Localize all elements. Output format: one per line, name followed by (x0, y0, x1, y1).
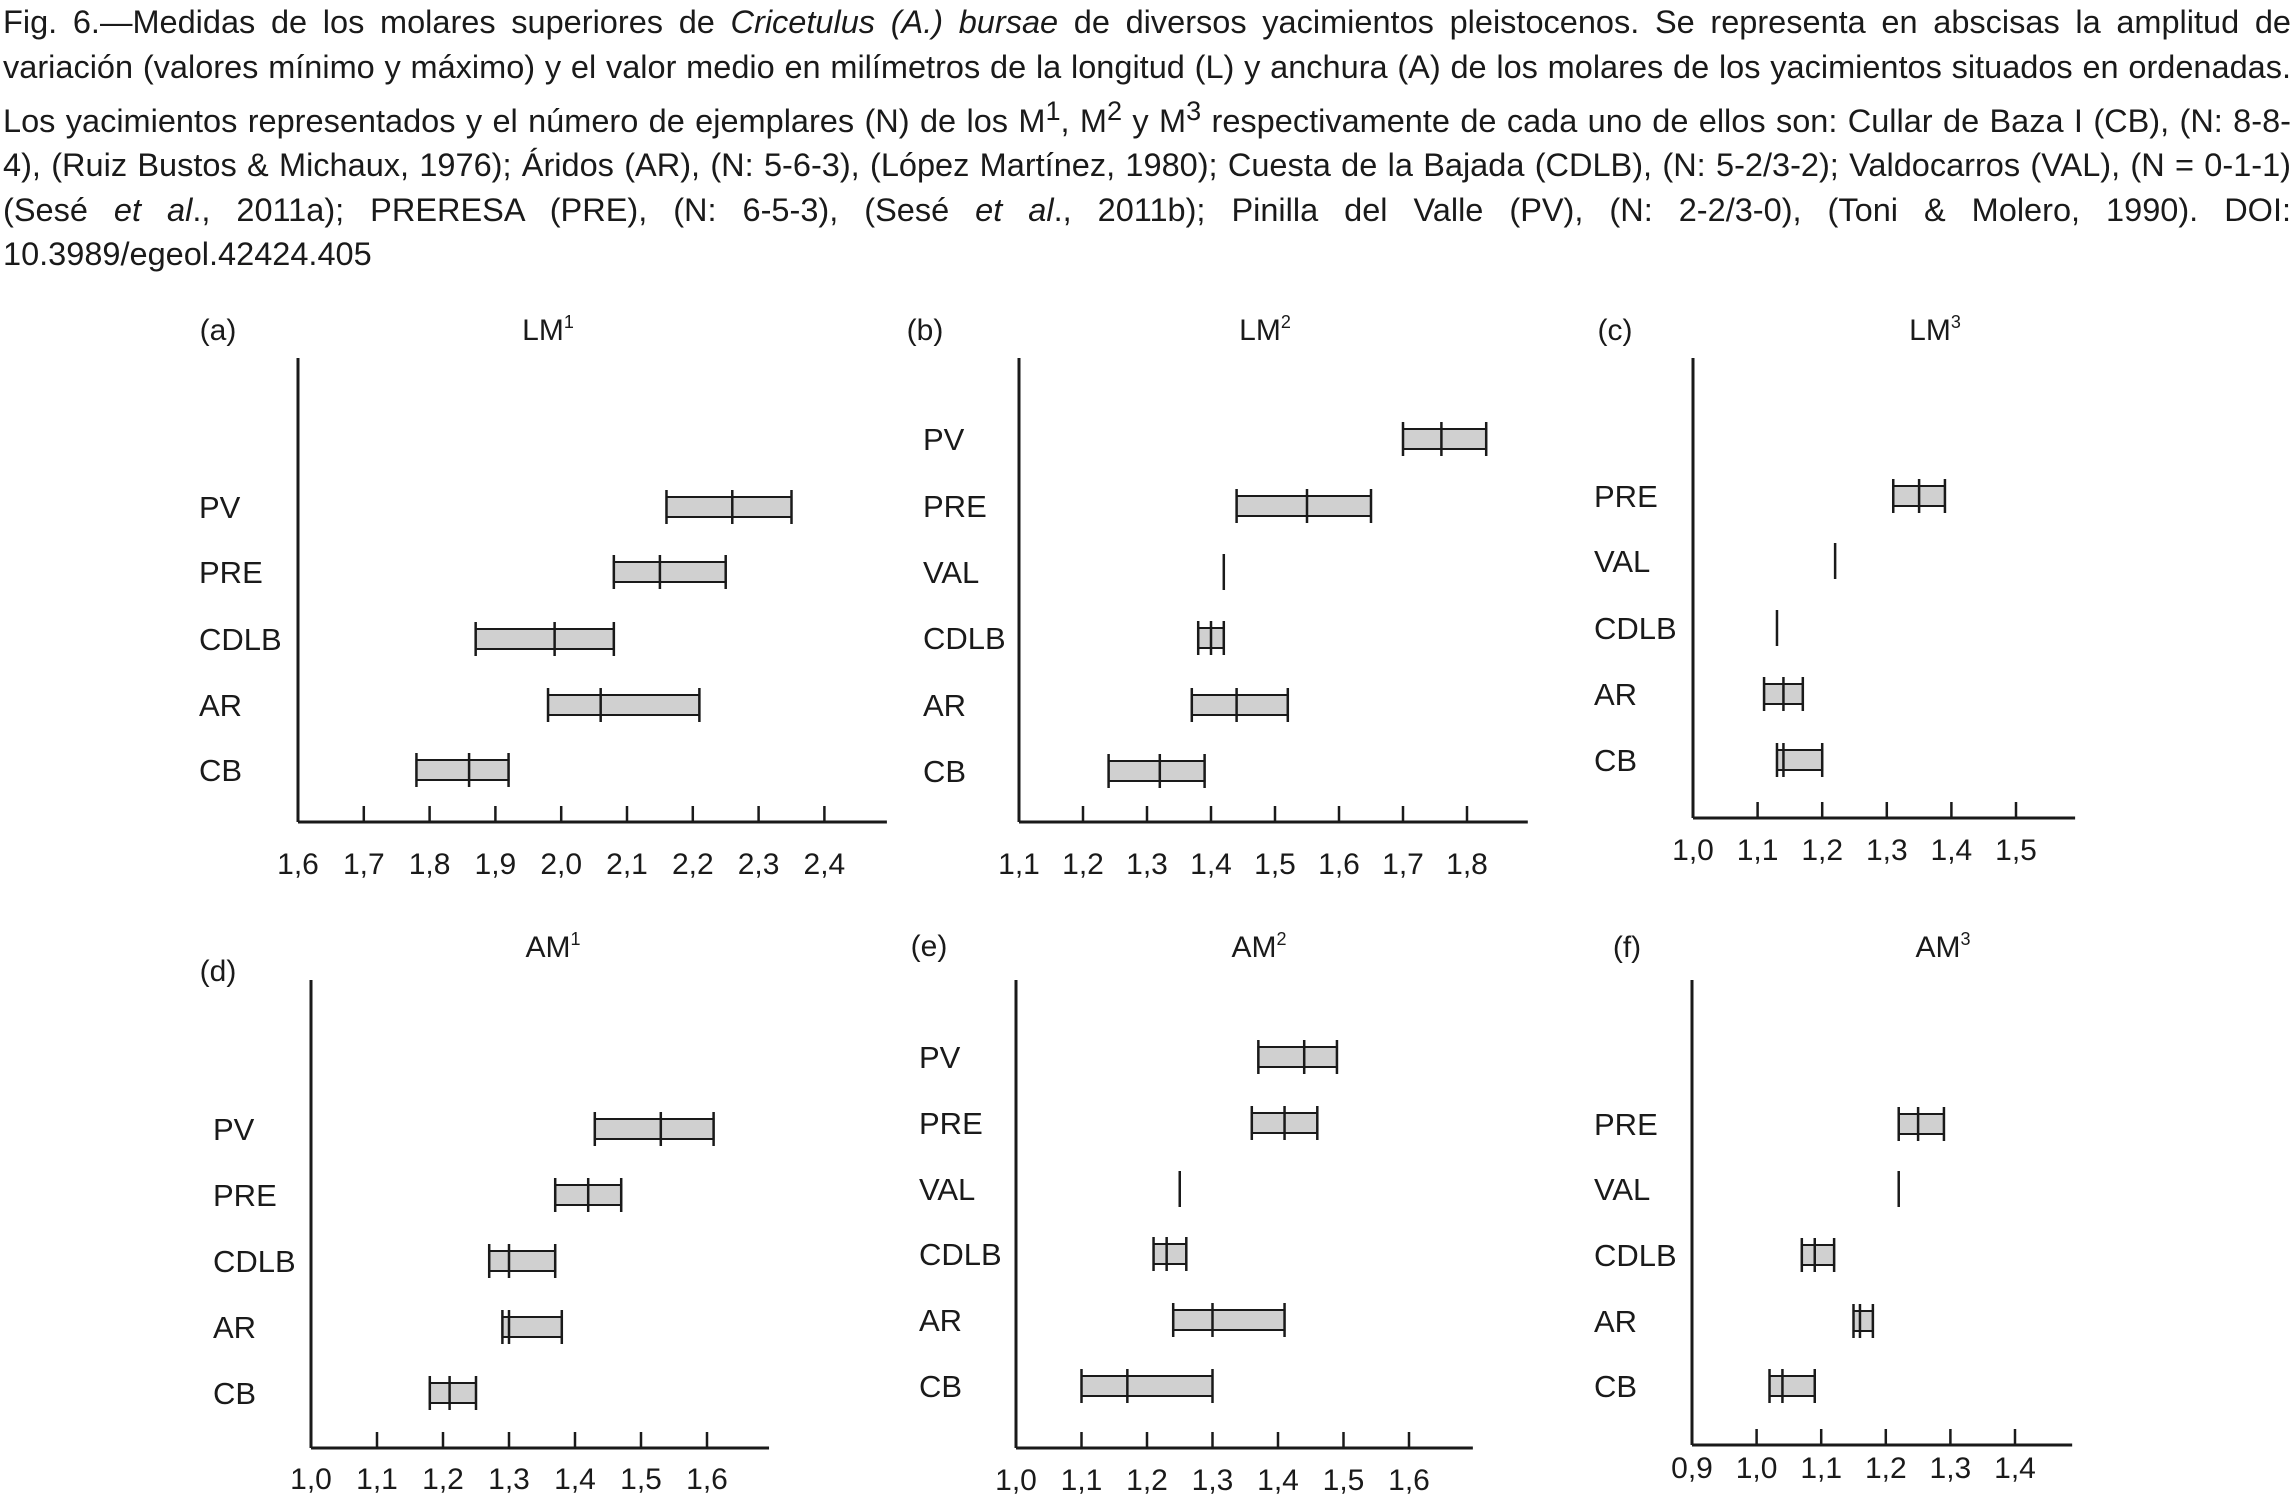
category-label: AR (1594, 677, 1638, 712)
caption-part: ., 2011a); PRERESA (PRE), (N: 6-5-3), (Sesé (192, 191, 976, 228)
panel-title-text: AM (1231, 931, 1277, 964)
x-tick-label: 1,3 (1929, 1452, 1972, 1485)
x-tick-label: 1,5 (1322, 1464, 1365, 1497)
x-tick-label: 1,7 (342, 848, 385, 881)
x-tick-label: 1,1 (356, 1463, 398, 1496)
x-tick-label: 1,1 (1800, 1452, 1843, 1485)
x-tick-label: 1,9 (474, 848, 517, 881)
caption-part: ., 2011b); Pinilla del Valle (PV), (N: 2-2/3-0), (Toni & Molero, 1990). DOI: 10.3989/egeol.42424.405 (3, 191, 2292, 273)
panel-title-text: LM (1239, 314, 1281, 347)
range-bar (476, 629, 614, 649)
range-bar (430, 1383, 476, 1403)
panel-title-text: LM (1909, 314, 1951, 347)
x-tick-label: 1,5 (620, 1463, 662, 1496)
panel-title (1231, 929, 1286, 964)
category-label: CDLB (213, 1244, 296, 1279)
x-tick-label: 1,5 (1254, 848, 1296, 881)
x-tick-label: 1,2 (1062, 848, 1104, 881)
x-tick-label: 2,0 (540, 848, 583, 881)
caption-part: y M (1122, 102, 1187, 139)
panel-label: (d) (199, 955, 237, 988)
category-label: CDLB (199, 622, 282, 657)
category-label: CB (1594, 1369, 1638, 1404)
category-label: CDLB (923, 621, 1006, 656)
category-label: AR (919, 1303, 963, 1338)
category-label: AR (1594, 1304, 1638, 1339)
x-tick-label: 1,4 (1257, 1464, 1299, 1497)
x-tick-label: 1,2 (1801, 834, 1844, 867)
range-bar (1082, 1376, 1213, 1396)
panel-title-sup: 3 (1950, 312, 1961, 332)
caption-etal: et al (975, 191, 1054, 228)
x-tick-label: 1,4 (1930, 834, 1973, 867)
range-bar (1154, 1244, 1187, 1264)
panel-title (1915, 929, 1970, 964)
category-label: CDLB (919, 1237, 1002, 1272)
x-tick-label: 1,6 (1388, 1464, 1430, 1497)
range-bar (489, 1251, 555, 1271)
category-label: CB (213, 1376, 257, 1411)
category-label: PRE (213, 1178, 277, 1213)
panel-label: (b) (906, 314, 944, 347)
x-tick-label: 1,3 (1126, 848, 1168, 881)
x-tick-label: 1,3 (488, 1463, 530, 1496)
panel-label: (c) (1597, 314, 1633, 347)
x-tick-label: 0,9 (1671, 1452, 1713, 1485)
caption-sup: 2 (1106, 95, 1123, 126)
x-tick-label: 1,2 (1126, 1464, 1168, 1497)
category-label: PV (213, 1112, 255, 1147)
range-bar (1854, 1311, 1873, 1331)
x-tick-label: 1,4 (1994, 1452, 2036, 1485)
panel-title-sup: 2 (1280, 312, 1291, 332)
range-bar (595, 1119, 714, 1139)
x-tick-label: 1,0 (1672, 834, 1714, 867)
x-tick-label: 1,3 (1191, 1464, 1234, 1497)
range-bar (502, 1317, 561, 1337)
panel-title (525, 929, 580, 964)
x-tick-label: 1,7 (1382, 848, 1424, 881)
x-tick-label: 1,5 (1995, 834, 2037, 867)
panel-title (1909, 312, 1961, 347)
caption-part: respectivamente de cada uno de ellos son: Cullar de Baza I (CB), (N: 8-8-4), (Ruiz Bustos & Michaux, 1976); Áridos (AR), (N: 5-6-3), (López Martínez, 1980); Cuesta de la Bajada (CDLB), (N: 5-2/3-2); Valdocarros (VAL), (N = 0-1-1) (Sesé (3, 102, 2291, 228)
caption-part: , M (1060, 102, 1107, 139)
panel-title-text: AM (1915, 931, 1961, 964)
panel-title-text: LM (522, 314, 564, 347)
panel-title (522, 312, 574, 347)
range-bar (1109, 761, 1205, 781)
panel-title-sup: 2 (1276, 929, 1287, 949)
category-label: PRE (1594, 479, 1658, 514)
x-tick-label: 1,1 (1736, 834, 1779, 867)
panel-label: (e) (910, 930, 948, 963)
category-label: PV (199, 490, 241, 525)
category-label: AR (923, 688, 967, 723)
x-tick-label: 2,4 (803, 848, 846, 881)
range-bar (1403, 429, 1486, 449)
panel-title-sup: 3 (1960, 929, 1971, 949)
x-tick-label: 1,0 (1735, 1452, 1778, 1485)
range-bar (1192, 695, 1288, 715)
x-tick-label: 2,1 (606, 848, 648, 881)
caption-sup: 3 (1186, 95, 1202, 126)
panel-title-text: AM (525, 931, 571, 964)
category-label: CB (1594, 743, 1638, 778)
x-tick-label: 1,1 (998, 848, 1040, 881)
x-tick-label: 1,6 (277, 848, 319, 881)
category-label: AR (199, 688, 243, 723)
category-label: VAL (1594, 544, 1651, 579)
category-label: PV (923, 422, 965, 457)
x-tick-label: 1,4 (1190, 848, 1232, 881)
category-label: CDLB (1594, 611, 1677, 646)
category-label: VAL (919, 1172, 976, 1207)
x-tick-label: 1,3 (1865, 834, 1908, 867)
x-tick-label: 1,4 (554, 1463, 596, 1496)
range-bar (1258, 1047, 1337, 1067)
x-tick-label: 1,6 (686, 1463, 728, 1496)
range-bar (666, 497, 791, 517)
caption-part: Fig. 6.—Medidas de los molares superiores de (3, 4, 731, 40)
panel-title (1239, 312, 1291, 347)
category-label: VAL (923, 555, 980, 590)
x-tick-label: 1,6 (1318, 848, 1360, 881)
category-label: CB (919, 1369, 963, 1404)
x-tick-label: 1,8 (1446, 848, 1488, 881)
category-label: CB (199, 753, 243, 788)
x-tick-label: 1,1 (1060, 1464, 1103, 1497)
category-label: PRE (1594, 1107, 1658, 1142)
caption-part: de diversos yacimientos pleistocenos. Se representa en abscisas la amplitud de variación (valores mínimo y máximo) y el valor medio en milímetros de la longitud (L) y anchura (A) de los molares de los yacimientos situados en ordenadas. Los yacimientos representados y el número de ejemplares (N) de los M (3, 4, 2292, 139)
range-bar (1173, 1310, 1284, 1330)
x-tick-label: 2,2 (671, 848, 714, 881)
category-label: PRE (199, 555, 263, 590)
x-tick-label: 1,8 (408, 848, 451, 881)
panel-label: (f) (1612, 931, 1642, 964)
caption-species: Cricetulus (A.) bursae (730, 4, 1059, 40)
panel-title-sup: 1 (570, 929, 581, 949)
caption-etal: et al (113, 191, 193, 228)
range-bar (1237, 496, 1371, 516)
category-label: PRE (919, 1106, 983, 1141)
range-bar (1899, 1114, 1944, 1134)
range-bar (1802, 1245, 1834, 1265)
caption-sup: 1 (1045, 95, 1061, 126)
range-bar (1770, 1376, 1815, 1396)
panel-title-sup: 1 (563, 312, 574, 332)
range-bar (416, 760, 508, 780)
category-label: PRE (923, 489, 987, 524)
panel-label: (a) (199, 314, 237, 347)
range-bar (614, 562, 726, 582)
x-tick-label: 1,2 (1864, 1452, 1907, 1485)
category-label: CB (923, 754, 967, 789)
range-bar (548, 695, 699, 715)
x-tick-label: 1,2 (422, 1463, 464, 1496)
category-label: CDLB (1594, 1238, 1677, 1273)
x-tick-label: 2,3 (737, 848, 780, 881)
x-tick-label: 1,0 (290, 1463, 332, 1496)
x-tick-label: 1,0 (995, 1464, 1037, 1497)
category-label: PV (919, 1040, 961, 1075)
category-label: VAL (1594, 1172, 1651, 1207)
category-label: AR (213, 1310, 257, 1345)
